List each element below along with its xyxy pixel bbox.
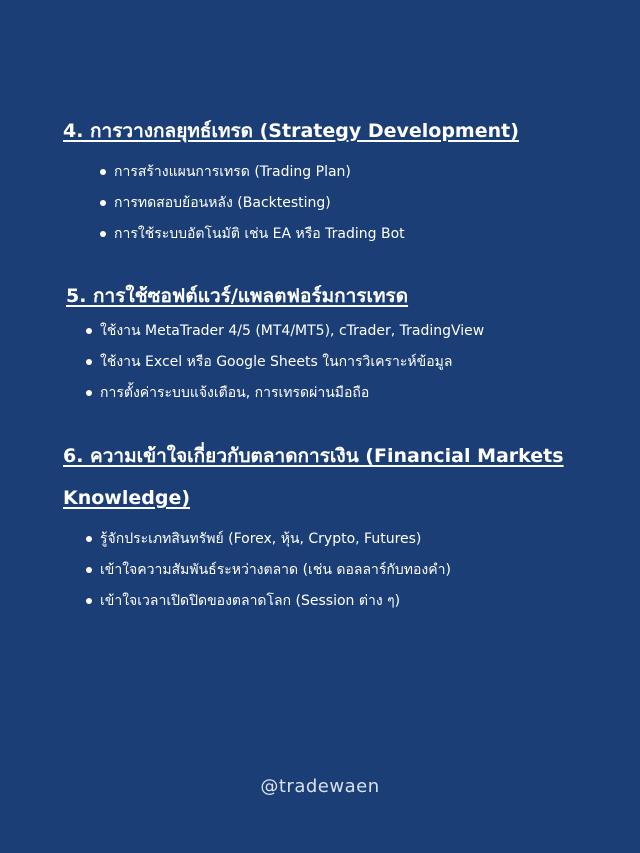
- list-item-text: การตั้งค่าระบบแจ้งเตือน, การเทรดผ่านมือถือ: [100, 385, 370, 401]
- section-heading: 6. ความเข้าใจเกี่ยวกับตลาดการเงิน (Financial Markets Knowledge): [63, 445, 564, 509]
- footer-handle: @tradewaen: [260, 776, 380, 797]
- bullet-icon: [100, 169, 106, 175]
- list-item: [86, 592, 451, 623]
- section-heading: 5. การใช้ซอฟต์แวร์/แพลตฟอร์มการเทรด: [66, 285, 409, 307]
- bullet-icon: [86, 536, 92, 542]
- list-item: [86, 353, 484, 384]
- list-item-text: เข้าใจความสัมพันธ์ระหว่างตลาด (เช่น ดอลลาร์กับทองคำ): [100, 562, 451, 578]
- list-item: [100, 194, 405, 225]
- list-item: [86, 322, 484, 353]
- list-item-text: เข้าใจเวลาเปิดปิดของตลาดโลก (Session ต่าง ๆ): [100, 593, 401, 609]
- list-item-text: การสร้างแผนการเทรด (Trading Plan): [114, 164, 351, 180]
- list-item: [86, 530, 451, 561]
- list-item: [100, 163, 405, 194]
- bullet-icon: [86, 390, 92, 396]
- bullet-icon: [100, 231, 106, 237]
- bullet-icon: [86, 359, 92, 365]
- bullet-icon: [86, 598, 92, 604]
- list-item: [86, 561, 451, 592]
- list-item-text: ใช้งาน MetaTrader 4/5 (MT4/MT5), cTrader, TradingView: [100, 323, 485, 339]
- list-item-text: การใช้ระบบอัตโนมัติ เช่น EA หรือ Trading Bot: [114, 226, 405, 242]
- bullet-icon: [100, 200, 106, 206]
- bullet-list: [86, 530, 451, 623]
- list-item: [100, 225, 405, 256]
- section-heading: 4. การวางกลยุทธ์เทรด (Strategy Development): [63, 120, 519, 142]
- list-item: [86, 384, 484, 415]
- list-item-text: รู้จักประเภทสินทรัพย์ (Forex, หุ้น, Crypto, Futures): [100, 531, 422, 547]
- list-item-text: ใช้งาน Excel หรือ Google Sheets ในการวิเคราะห์ข้อมูล: [100, 354, 453, 370]
- bullet-list: [86, 322, 484, 415]
- bullet-list: [100, 163, 405, 256]
- bullet-icon: [86, 567, 92, 573]
- list-item-text: การทดสอบย้อนหลัง (Backtesting): [114, 195, 331, 211]
- bullet-icon: [86, 328, 92, 334]
